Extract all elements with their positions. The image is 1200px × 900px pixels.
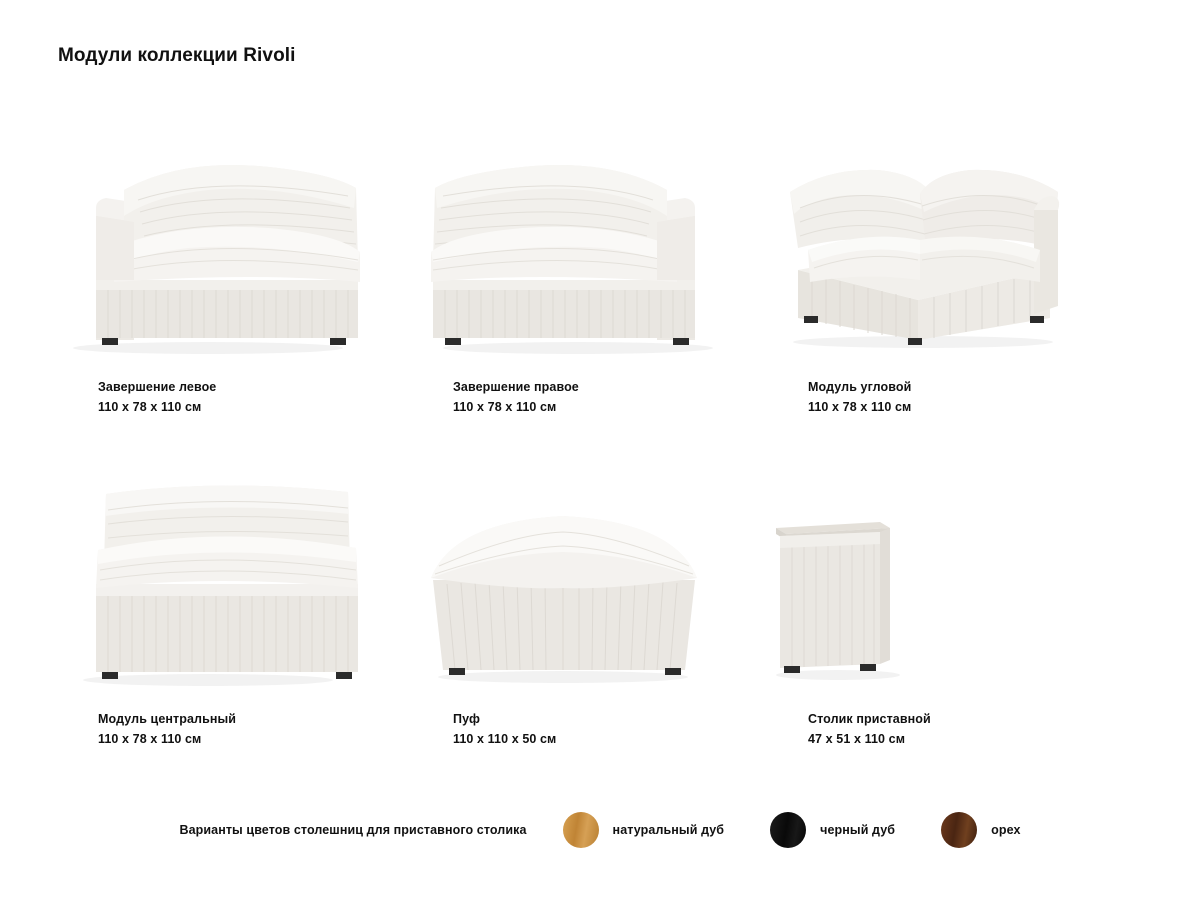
module-name: Завершение левое — [98, 380, 217, 394]
module-name: Столик приставной — [808, 712, 931, 726]
sofa-corner-icon — [768, 130, 1088, 380]
side-table-icon — [768, 462, 1088, 712]
module-dimensions: 110 x 110 x 50 см — [453, 732, 557, 746]
color-option-natural-oak[interactable] — [563, 812, 725, 848]
module-name: Модуль угловой — [808, 380, 912, 394]
module-card — [768, 462, 1123, 794]
module-name: Пуф — [453, 712, 481, 726]
color-option-label: натуральный дуб — [612, 823, 725, 837]
module-caption — [98, 380, 398, 414]
color-option-label: черный дуб — [820, 823, 896, 837]
tabletop-color-options — [0, 812, 1200, 848]
module-caption — [453, 712, 753, 746]
module-caption — [453, 380, 753, 414]
color-option-label: орех — [991, 823, 1021, 837]
module-name: Модуль центральный — [98, 712, 237, 726]
color-swatch-icon — [770, 812, 806, 848]
color-option-walnut[interactable] — [941, 812, 1020, 848]
module-dimensions: 110 x 78 x 110 см — [453, 400, 557, 414]
tabletop-color-options-label: Варианты цветов столешниц для приставного столика — [179, 823, 527, 837]
modules-grid — [58, 130, 1148, 794]
module-card — [58, 462, 413, 794]
module-card — [413, 130, 768, 462]
color-swatch-icon — [941, 812, 977, 848]
module-caption — [808, 712, 1108, 746]
sofa-left-end-icon — [58, 130, 378, 380]
page-title: Модули коллекции Rivoli — [58, 45, 296, 66]
sofa-right-end-icon — [413, 130, 733, 380]
module-card — [768, 130, 1123, 462]
module-dimensions: 110 x 78 x 110 см — [808, 400, 912, 414]
module-card — [413, 462, 768, 794]
module-dimensions: 110 x 78 x 110 см — [98, 732, 202, 746]
module-caption — [98, 712, 398, 746]
sofa-center-icon — [58, 462, 378, 712]
module-name: Завершение правое — [453, 380, 579, 394]
module-dimensions: 47 x 51 x 110 см — [808, 732, 906, 746]
module-card — [58, 130, 413, 462]
color-option-black-oak[interactable] — [770, 812, 895, 848]
color-swatch-icon — [563, 812, 599, 848]
ottoman-icon — [413, 462, 733, 712]
module-caption — [808, 380, 1108, 414]
module-dimensions: 110 x 78 x 110 см — [98, 400, 202, 414]
